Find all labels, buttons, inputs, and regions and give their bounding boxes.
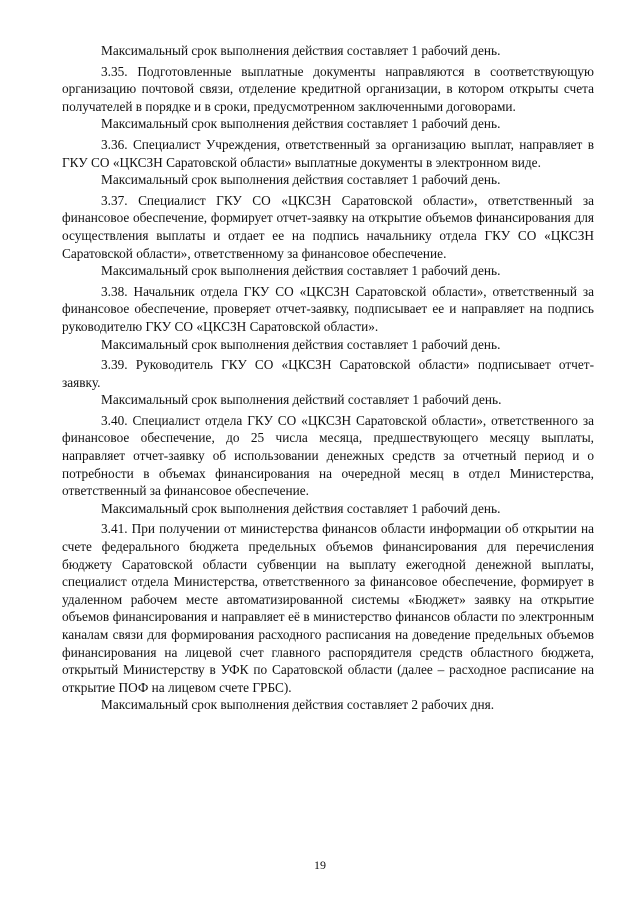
page-number: 19: [314, 858, 326, 872]
document-body: [62, 42, 594, 717]
paragraph-max-time: Максимальный срок выполнения действия составляет 1 рабочий день.: [101, 500, 501, 516]
paragraph-max-time: Максимальный срок выполнения действия составляет 1 рабочий день.: [101, 263, 501, 279]
paragraph-3-35: 3.35. Подготовленные выплатные документы направляются в соответствующую организацию почтовой связи, отделение кредитной организации, в котором открыты счета получателей в порядке и в сроки, предусмотренном заключенными договорами.: [62, 63, 594, 114]
paragraph-3-40: 3.40. Специалист отдела ГКУ СО «ЦКСЗН Саратовской области», ответственного за финансовое обеспечение, до 25 числа месяца, предшествующего месяцу выплаты, направляет отчет-заявку об использовании денежных средств за отчетный период и о потребности в объемах финансирования на очередной месяц в отдел Министерства, ответственный за финансовое обеспечение.: [62, 412, 594, 499]
paragraph-3-39: 3.39. Руководитель ГКУ СО «ЦКСЗН Саратовской области» подписывает отчет-заявку.: [62, 357, 594, 390]
paragraph-3-36: 3.36. Специалист Учреждения, ответственный за организацию выплат, направляет в ГКУ СО «ЦКСЗН Саратовской области» выплатные документы в электронном виде.: [62, 136, 594, 170]
paragraph-max-time: Максимальный срок выполнения действий составляет 1 рабочий день.: [101, 392, 502, 408]
paragraph-max-time: Максимальный срок выполнения действия составляет 1 рабочий день.: [101, 43, 501, 58]
paragraph-3-38: 3.38. Начальник отдела ГКУ СО «ЦКСЗН Саратовской области», ответственный за финансовое обеспечение, проверяет отчет-заявку, подписывает ее и направляет на подпись руководителю ГКУ СО «ЦКСЗН Саратовской области».: [62, 283, 594, 334]
paragraph-max-time: Максимальный срок выполнения действия составляет 1 рабочий день.: [101, 116, 501, 132]
paragraph-3-41: 3.41. При получении от министерства финансов области информации об открытии на счете федерального бюджета предельных объемов финансирования для перечисления бюджету Саратовской области субвенции на выплату ежегодной денежной выплаты, специалист отдела Министерства, ответственного за финансовое обеспечение, формирует в удаленном рабочем месте автоматизированной системы «Бюджет» заявку на открытие объемов финансирования и направляет её в министерство финансов области по электронным каналам связи для формирования расходного расписания на доведение предельных объемов финансирования на лицевой счет главного распорядителя средств областного бюджета, открытый Министерству в УФК по Саратовской области (далее – расходное расписание на открытие ПОФ на лицевом счете ГРБС).: [62, 521, 594, 695]
paragraph-max-time: Максимальный срок выполнения действия составляет 1 рабочий день.: [101, 336, 501, 352]
paragraph-max-time: Максимальный срок выполнения действия составляет 1 рабочий день.: [101, 172, 501, 188]
paragraph-max-time: Максимальный срок выполнения действия составляет 2 рабочих дня.: [101, 697, 495, 713]
paragraph-3-37: 3.37. Специалист ГКУ СО «ЦКСЗН Саратовской области», ответственный за финансовое обеспечение, формирует отчет-заявку на открытие объемов финансирования для осуществления выплаты и отдает ее на подпись начальнику отдела ГКУ СО «ЦКСЗН Саратовской области», ответственному за финансовое обеспечение.: [62, 192, 594, 261]
